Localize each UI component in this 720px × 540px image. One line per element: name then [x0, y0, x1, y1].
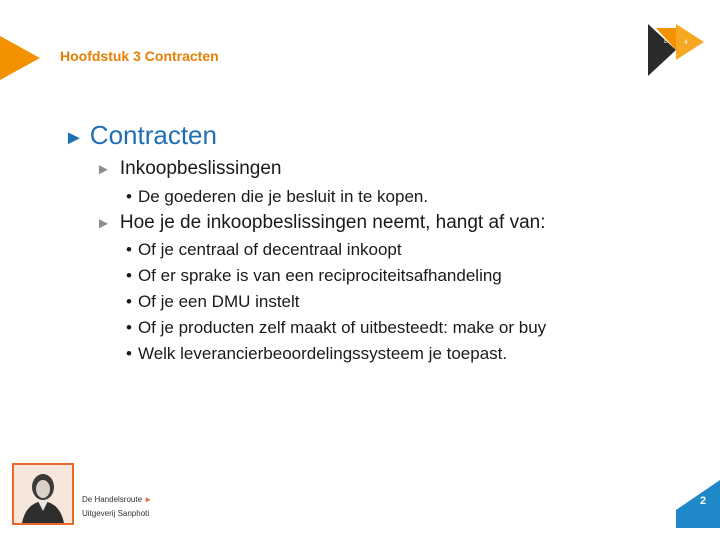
list-item-text: Of je een DMU instelt	[137, 292, 300, 311]
list-item	[126, 240, 402, 260]
list-item-text: Welk leverancierbeoordelingssysteem je toepast.	[137, 344, 508, 363]
list-item	[96, 212, 546, 234]
bullet-dot-icon: •	[126, 266, 132, 285]
orange-triangle-icon	[0, 36, 40, 80]
publisher-name-text: De Handelsroute	[82, 495, 143, 504]
triangle-right-icon: ►	[96, 215, 111, 232]
publisher-subtitle: Uitgeverij Sanphoti	[82, 509, 150, 518]
list-item-text: Of je producten zelf maakt of uitbesteedt: make or buy	[137, 318, 547, 337]
page-number: 2	[700, 495, 707, 507]
slide-title-text: Contracten	[89, 120, 217, 150]
publisher-logo	[12, 463, 162, 529]
list-item-text: Inkoopbeslissingen	[119, 158, 282, 179]
portrait-icon	[12, 463, 74, 525]
bullet-dot-icon: •	[126, 240, 132, 259]
list-item	[126, 187, 428, 207]
publisher-name	[82, 495, 152, 504]
logo-letter-l: L	[664, 38, 668, 45]
list-item	[126, 344, 507, 364]
triangle-right-icon: ►	[96, 161, 111, 178]
publisher-corner-logo	[648, 24, 704, 76]
list-item	[96, 158, 281, 180]
bullet-dot-icon: •	[126, 187, 132, 206]
slide-title	[64, 120, 217, 151]
triangle-right-icon: ►	[144, 495, 153, 504]
chapter-title: Hoofdstuk 3 Contracten	[60, 48, 219, 64]
list-item	[126, 292, 300, 312]
page-corner-shape	[676, 480, 720, 528]
list-item-text: De goederen die je besluit in te kopen.	[137, 187, 429, 206]
logo-letter-4: 4	[684, 39, 688, 46]
bullet-dot-icon: •	[126, 344, 132, 363]
triangle-right-icon: ►	[64, 127, 84, 149]
list-item-text: Hoe je de inkoopbeslissingen neemt, hangt af van:	[119, 212, 546, 233]
bullet-dot-icon: •	[126, 318, 132, 337]
list-item	[126, 318, 546, 338]
bullet-dot-icon: •	[126, 292, 132, 311]
list-item-text: Of er sprake is van een reciprociteitsafhandeling	[137, 266, 502, 285]
list-item-text: Of je centraal of decentraal inkoopt	[137, 240, 402, 259]
list-item	[126, 266, 502, 286]
logo-orange-right-triangle-icon	[676, 24, 704, 60]
